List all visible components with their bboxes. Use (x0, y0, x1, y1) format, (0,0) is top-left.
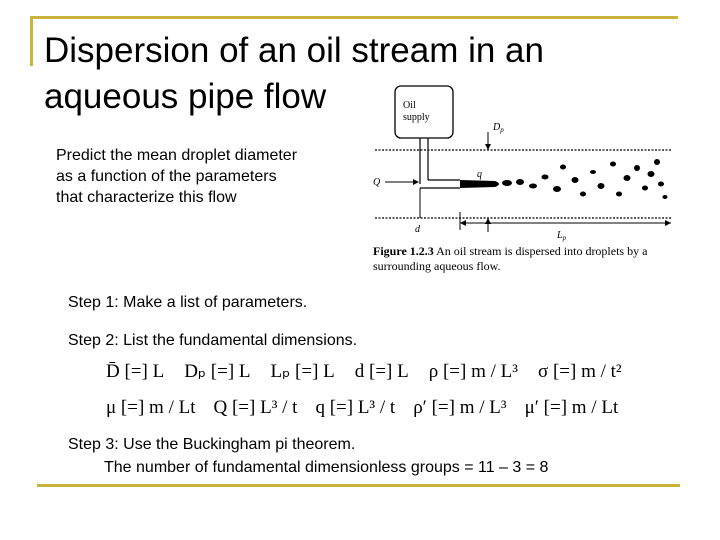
q-label: q (477, 169, 482, 180)
lp-arrowhead-right (665, 220, 671, 226)
droplet (648, 171, 655, 177)
droplet (642, 186, 648, 191)
step-2: Step 2: List the fundamental dimensions. (68, 332, 358, 349)
oil-jet (460, 180, 499, 188)
droplet (572, 177, 579, 183)
title-line-1: Dispersion of an oil stream in an (44, 31, 544, 70)
equation-oil-viscosity: μ′ [=] m / Lt (524, 397, 619, 418)
lp-label: $L_p$ (557, 230, 567, 242)
title-line-2: aqueous pipe flow (44, 77, 327, 116)
droplet (624, 175, 631, 181)
droplet (502, 180, 512, 186)
step-1: Step 1: Make a list of parameters. (68, 294, 308, 311)
equation-density: ρ [=] m / L³ (428, 361, 518, 382)
caption-figure-number: Figure 1.2.3 (373, 244, 434, 258)
droplet (658, 182, 664, 187)
equation-water-flow: Q [=] L³ / t (213, 397, 298, 418)
left-rule (30, 16, 33, 66)
dp-label: $D_p$ (493, 122, 504, 134)
droplet (590, 170, 596, 174)
equation-pipe-diameter: Dₚ [=] L (184, 361, 251, 382)
droplet (553, 186, 561, 192)
droplet (654, 159, 660, 165)
flow-arrowhead (413, 179, 419, 185)
intro-line-2: as a function of the parameters (56, 168, 277, 185)
figure-caption (373, 244, 673, 274)
dp-arrowhead (485, 144, 491, 150)
intro-line-3: that characterize this flow (56, 189, 237, 206)
droplet (598, 183, 605, 189)
equation-tube-diameter: d [=] L (354, 361, 409, 382)
flow-q-label: Q (373, 177, 381, 188)
droplet (560, 165, 566, 170)
droplet (634, 165, 640, 171)
droplet (542, 175, 549, 180)
step-3-detail: The number of fundamental dimensionless groups = 11 – 3 = 8 (104, 459, 549, 476)
dimension-equations-row-2 (106, 396, 636, 420)
oil-supply-label-1: Oil (403, 100, 416, 111)
droplet (529, 184, 537, 189)
intro-line-1: Predict the mean droplet diameter (56, 147, 298, 164)
equation-surface-tension: σ [=] m / t² (537, 361, 622, 382)
droplet (516, 179, 524, 185)
caption-text: An oil stream is dispersed into droplets by a surrounding aqueous flow. (373, 244, 648, 273)
equation-viscosity: μ [=] m / Lt (106, 397, 196, 418)
droplet (580, 192, 586, 197)
equation-pipe-length: Lₚ [=] L (270, 361, 335, 382)
dimension-equations-row-1 (106, 360, 642, 384)
oil-supply-label-2: supply (403, 112, 430, 123)
droplet (663, 195, 668, 199)
equation-mean-diameter: D̄ [=] L (106, 361, 165, 382)
top-rule (30, 16, 678, 19)
step-3: Step 3: Use the Buckingham pi theorem. (68, 436, 356, 453)
lp-arrowhead-left (460, 220, 466, 226)
equation-oil-density: ρ′ [=] m / L³ (413, 397, 507, 418)
droplet (616, 192, 622, 197)
equation-oil-flow: q [=] L³ / t (315, 397, 396, 418)
intro-text (56, 145, 356, 208)
droplet (610, 162, 616, 167)
bottom-rule (37, 484, 680, 487)
d-label: d (415, 224, 420, 235)
